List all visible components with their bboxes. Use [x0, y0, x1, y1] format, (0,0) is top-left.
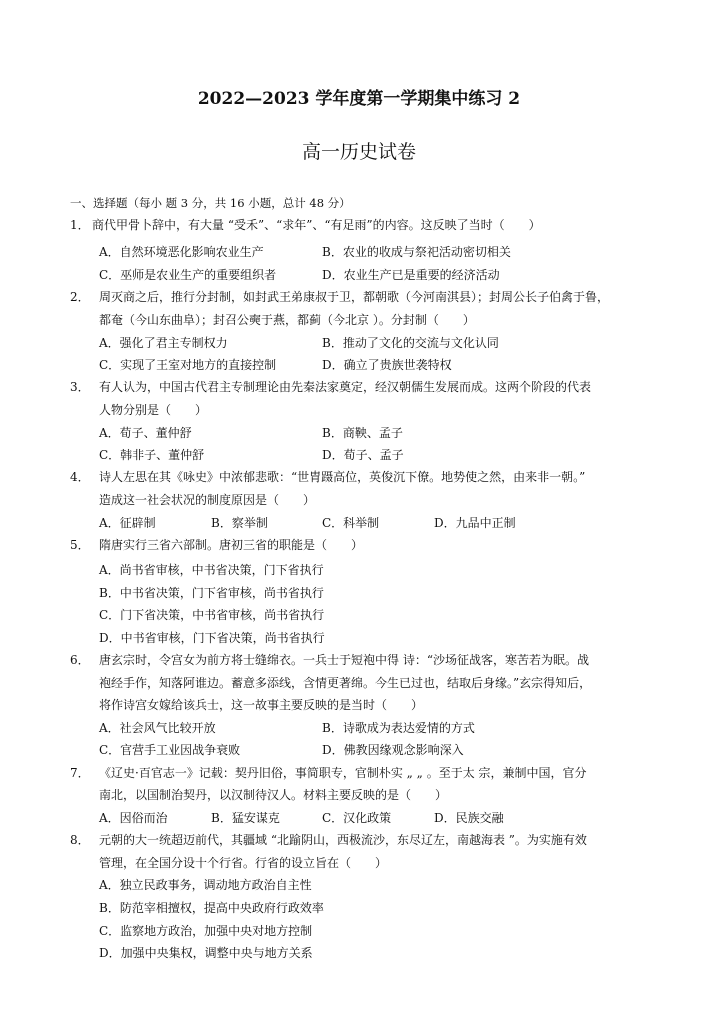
question-stem: 《辽史·百官志一》记载：契丹旧俗，事简职专，官制朴实 „ „ 。至于太 宗，兼制中国，官分 [99, 766, 587, 780]
option: A．自然环境恶化影响农业生产 [99, 245, 264, 259]
exam-subtitle: 高一历史试卷 [301, 141, 416, 163]
question-stem: 都奄（今山东曲阜）；封召公奭于燕，都蓟（今北京 ）。分封制（ ） [99, 313, 475, 327]
question-stem: 隋唐实行三省六部制。唐初三省的职能是（ ） [99, 538, 364, 552]
option: D．确立了贵族世袭特权 [322, 358, 452, 372]
option: D．中书省审核，门下省决策，尚书省执行 [99, 631, 325, 645]
question-number: 3． [70, 380, 90, 394]
option: C．巫师是农业生产的重要组织者 [99, 268, 277, 282]
option: A．因俗而治 [99, 811, 168, 825]
option: B．猛安谋克 [211, 811, 280, 825]
question-number: 1． [70, 218, 90, 232]
option: B．诗歌成为表达爱情的方式 [322, 721, 475, 735]
option: D．农业生产已是重要的经济活动 [322, 268, 500, 282]
option: C．韩非子、董仲舒 [99, 448, 205, 462]
option: A．尚书省审核，中书省决策，门下省执行 [99, 563, 324, 577]
question-number: 5． [70, 538, 90, 552]
option: C．监察地方政治，加强中央对地方控制 [99, 924, 313, 938]
option: D．加强中央集权，调整中央与地方关系 [99, 946, 313, 960]
question-stem: 管理，在全国分设十个行省。行省的设立旨在（ ） [99, 856, 388, 870]
question-stem: 有人认为，中国古代君主专制理论由先秦法家奠定，经汉朝儒生发展而成。这两个阶段的代表 [99, 380, 592, 394]
option: A．独立民政事务，调动地方政治自主性 [99, 878, 312, 892]
option: C．实现了王室对地方的直接控制 [99, 358, 277, 372]
question-stem: 唐玄宗时，令宫女为前方将士缝绵衣。一兵士于短袍中得 诗：“沙场征战客，寒苦若为眠。战 [99, 653, 589, 667]
option: D．九品中正制 [434, 516, 516, 530]
question-stem: 袍经手作，知落阿谁边。蓄意多添线，含情更著绵。今生已过也，结取后身缘。”玄宗得知后， [99, 676, 592, 690]
question-stem: 周灭商之后，推行分封制，如封武王弟康叔于卫，都朝歌（今河南淇县）；封周公长子伯禽于鲁， [99, 290, 610, 304]
option: A．征辟制 [99, 516, 156, 530]
option: B．察举制 [211, 516, 268, 530]
question-number: 7． [70, 766, 90, 780]
option: C．科举制 [322, 516, 380, 530]
option: A．社会风气比较开放 [99, 721, 216, 735]
option: C．门下省决策，中书省审核，尚书省执行 [99, 608, 325, 622]
option: B．农业的收成与祭祀活动密切相关 [322, 245, 511, 259]
question-number: 6． [70, 653, 90, 667]
option: D．荀子、孟子 [322, 448, 404, 462]
option: B．商鞅、孟子 [322, 426, 403, 440]
section-heading: 一、选择题（每小 题 3 分，共 16 小题，总计 48 分） [70, 196, 351, 210]
question-stem: 人物分别是（ ） [99, 403, 208, 417]
option: B．防范宰相擅权，提高中央政府行政效率 [99, 901, 324, 915]
question-number: 4． [70, 470, 90, 484]
option: C．汉化政策 [322, 811, 392, 825]
question-stem: 将作诗宫女嫁给该兵士，这一故事主要反映的是当时（ ） [99, 698, 424, 712]
option: A．荀子、董仲舒 [99, 426, 192, 440]
exam-title: 2022—2023 学年度第一学期集中练习 2 [197, 89, 521, 109]
question-number: 2． [70, 290, 90, 304]
question-stem: 造成这一社会状况的制度原因是（ ） [99, 493, 316, 507]
option: C．官营手工业因战争衰败 [99, 743, 241, 757]
question-stem: 诗人左思在其《咏史》中浓郁悲歌：“世胄蹑高位，英俊沉下僚。地势使之然，由来非一朝。” [99, 470, 586, 484]
question-stem: 南北，以国制治契丹，以汉制待汉人。材料主要反映的是（ ） [99, 788, 448, 802]
question-stem: 元朝的大一统超迈前代，其疆域 “北踰阴山，西极流沙，东尽辽左，南越海表 ”。为实施有效 [99, 833, 587, 847]
option: D．佛教因缘观念影响深入 [322, 743, 464, 757]
option: B．推动了文化的交流与文化认同 [322, 336, 499, 350]
option: D．民族交融 [434, 811, 504, 825]
question-number: 8． [70, 833, 90, 847]
option: B．中书省决策，门下省审核，尚书省执行 [99, 586, 324, 600]
question-stem: 商代甲骨卜辞中，有大量 “受禾”、“求年”、“有足雨”的内容。这反映了当时（ ） [92, 218, 541, 232]
option: A．强化了君主专制权力 [99, 336, 228, 350]
